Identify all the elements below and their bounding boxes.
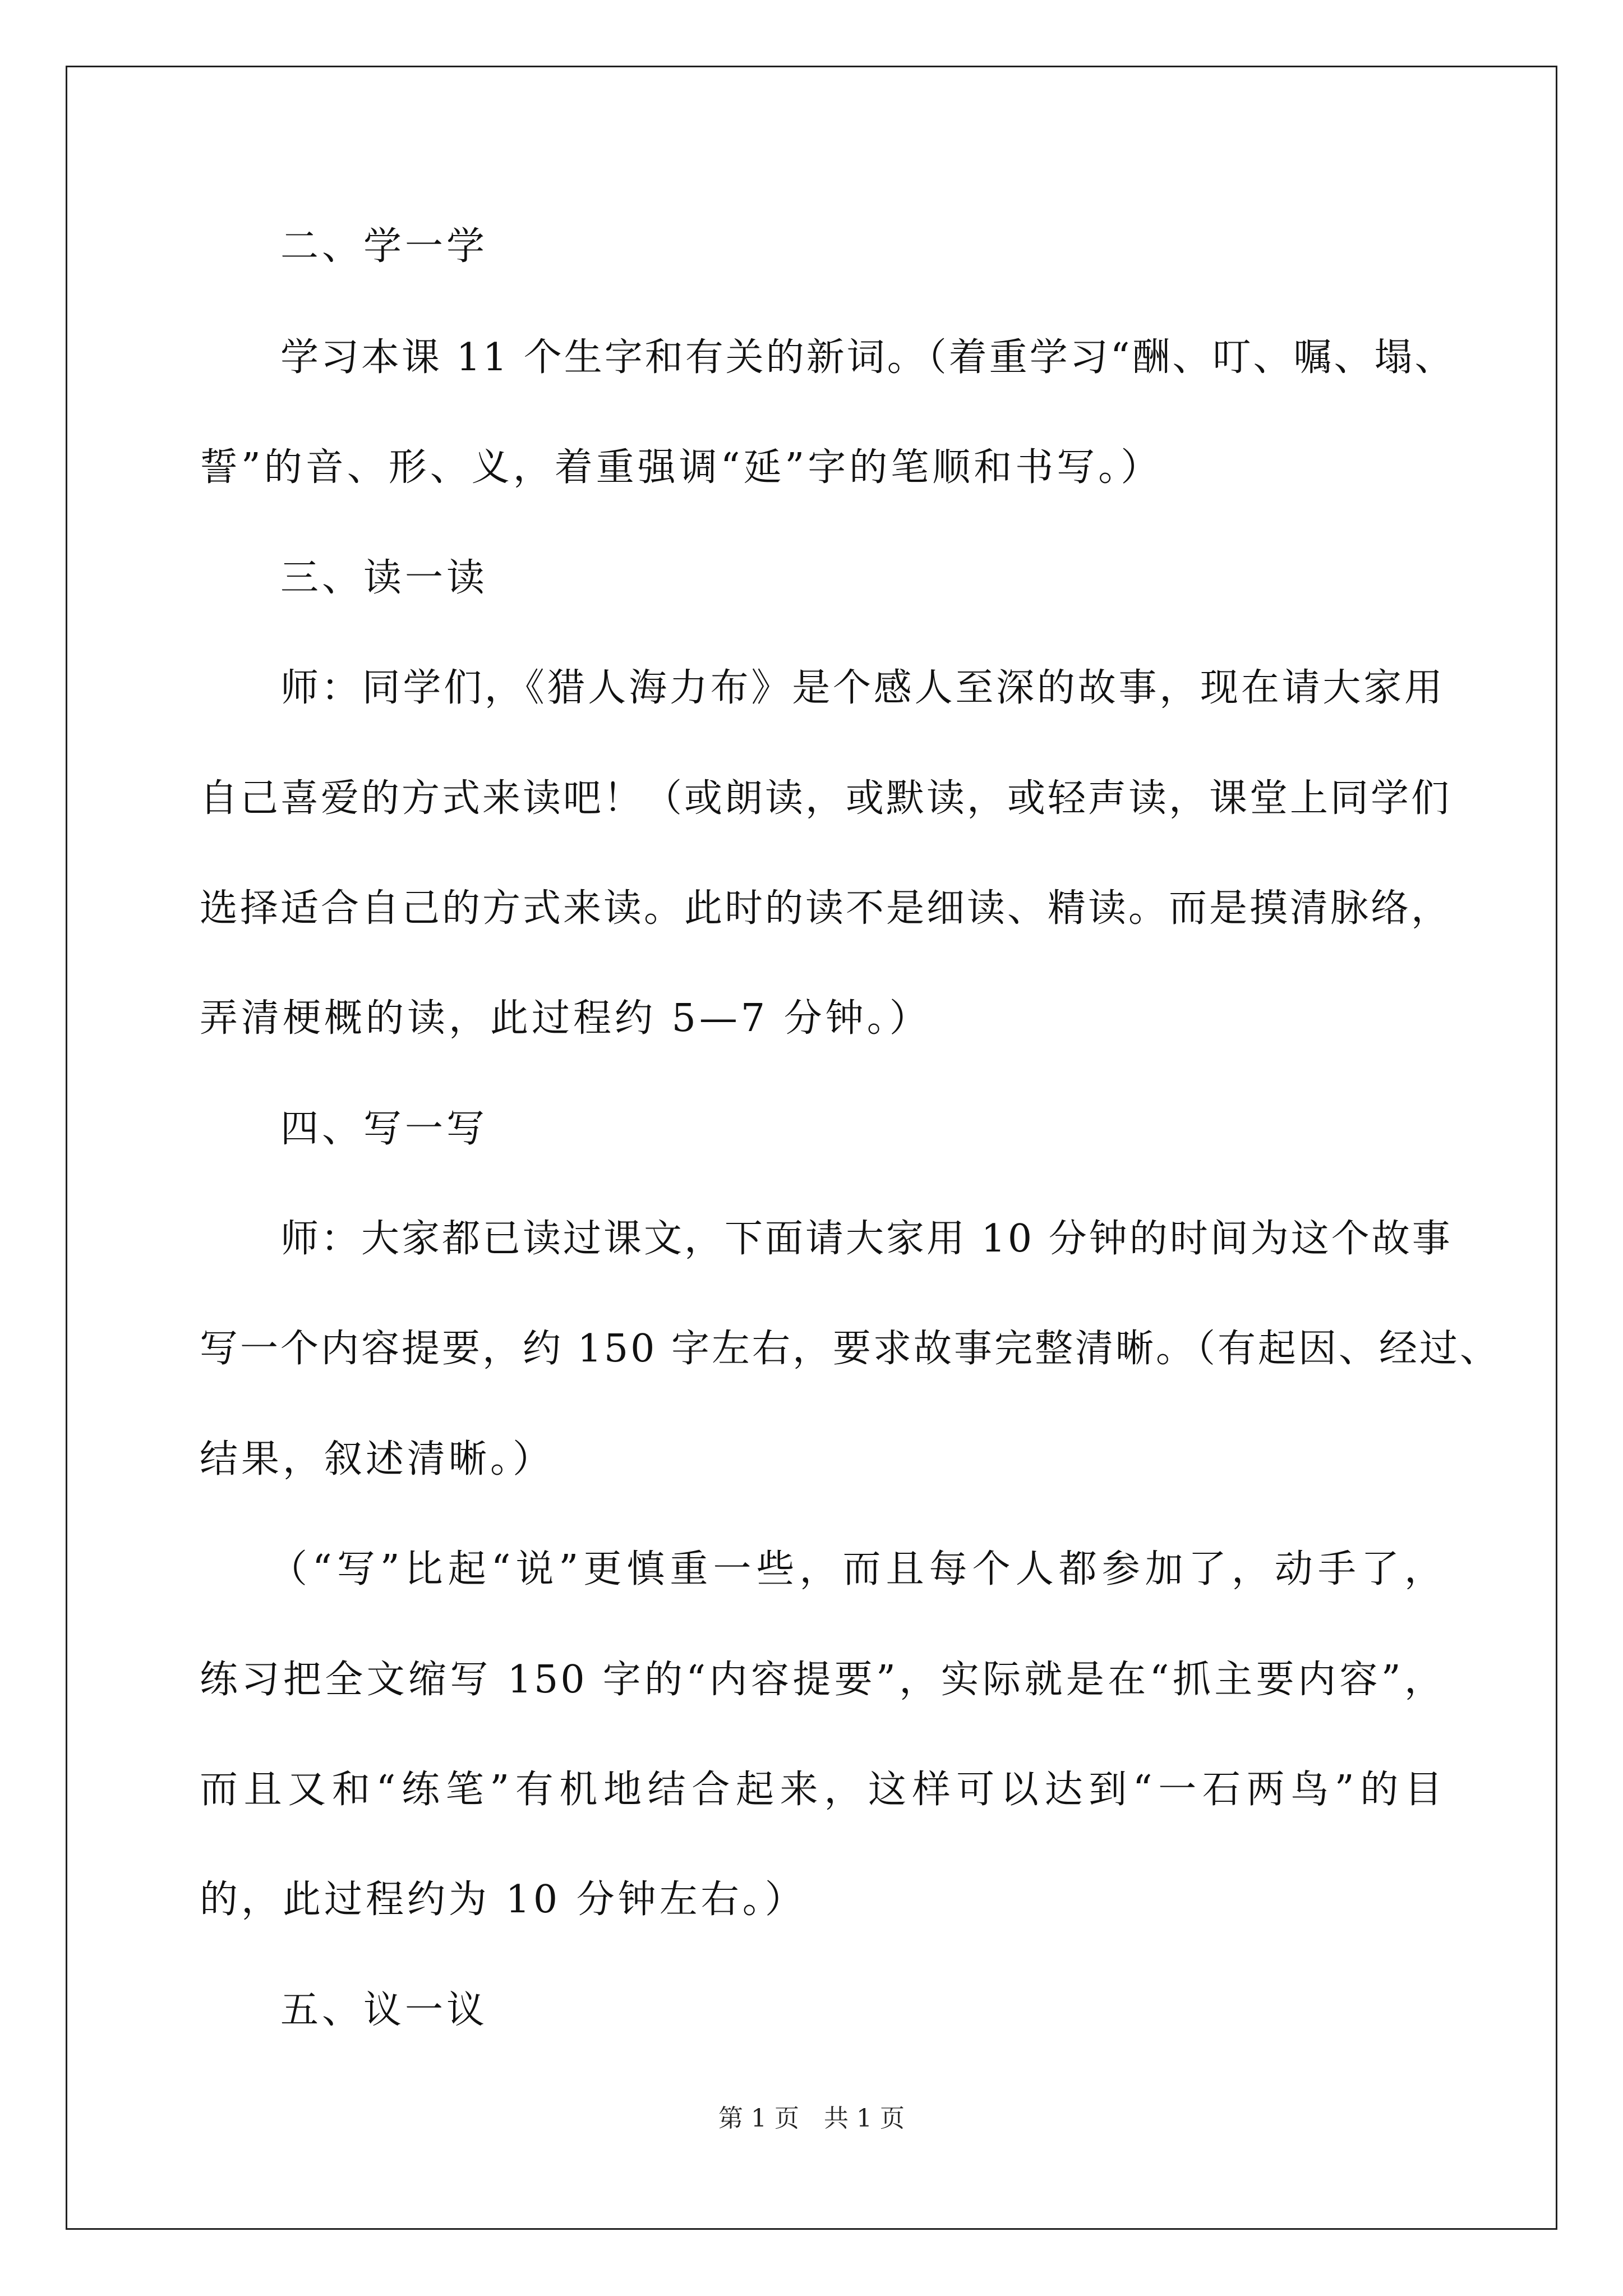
page-footer: 第 1 页 共 1 页 xyxy=(718,2104,905,2133)
paragraph-line: 弄清梗概的读，此过程约 5—7 分钟。） xyxy=(200,996,931,1041)
paragraph-line: 师：大家都已读过课文，下面请大家用 10 分钟的时间为这个故事 xyxy=(280,1217,1453,1261)
paragraph-line: 的，此过程约为 10 分钟左右。） xyxy=(200,1878,806,1922)
paragraph-line: 结果，叙述清晰。） xyxy=(200,1437,555,1481)
paragraph-line: 选择适合自己的方式来读。此时的读不是细读、精读。而是摸清脉络， xyxy=(200,886,1452,931)
paragraph-line: 学习本课 11 个生字和有关的新词。（着重学习“酬、叮、嘱、塌、 xyxy=(280,335,1455,380)
paragraph-line: （“写”比起“说”更慎重一些，而且每个人都参加了，动手了， xyxy=(269,1547,1445,1591)
section-heading-write: 四、写一写 xyxy=(280,1107,488,1151)
section-heading-read: 三、读一读 xyxy=(280,556,488,600)
paragraph-line: 自己喜爱的方式来读吧！（或朗读，或默读，或轻声读，课堂上同学们 xyxy=(200,776,1452,821)
section-heading-discuss: 五、议一议 xyxy=(280,1988,488,2032)
paragraph-line: 练习把全文缩写 150 字的“内容提要”，实际就是在“抓主要内容”， xyxy=(200,1658,1445,1702)
section-heading-learn: 二、学一学 xyxy=(280,224,488,269)
paragraph-line: 而且又和“练笔”有机地结合起来，这样可以达到“一石两鸟”的目 xyxy=(200,1768,1445,1812)
paragraph-line: 写一个内容提要，约 150 字左右，要求故事完整清晰。（有起因、经过、 xyxy=(200,1327,1501,1371)
paragraph-line: 师：同学们，《猎人海力布》是个感人至深的故事，现在请大家用 xyxy=(280,666,1445,710)
paragraph-line: 誓”的音、形、义，着重强调“延”字的笔顺和书写。） xyxy=(200,445,1163,490)
